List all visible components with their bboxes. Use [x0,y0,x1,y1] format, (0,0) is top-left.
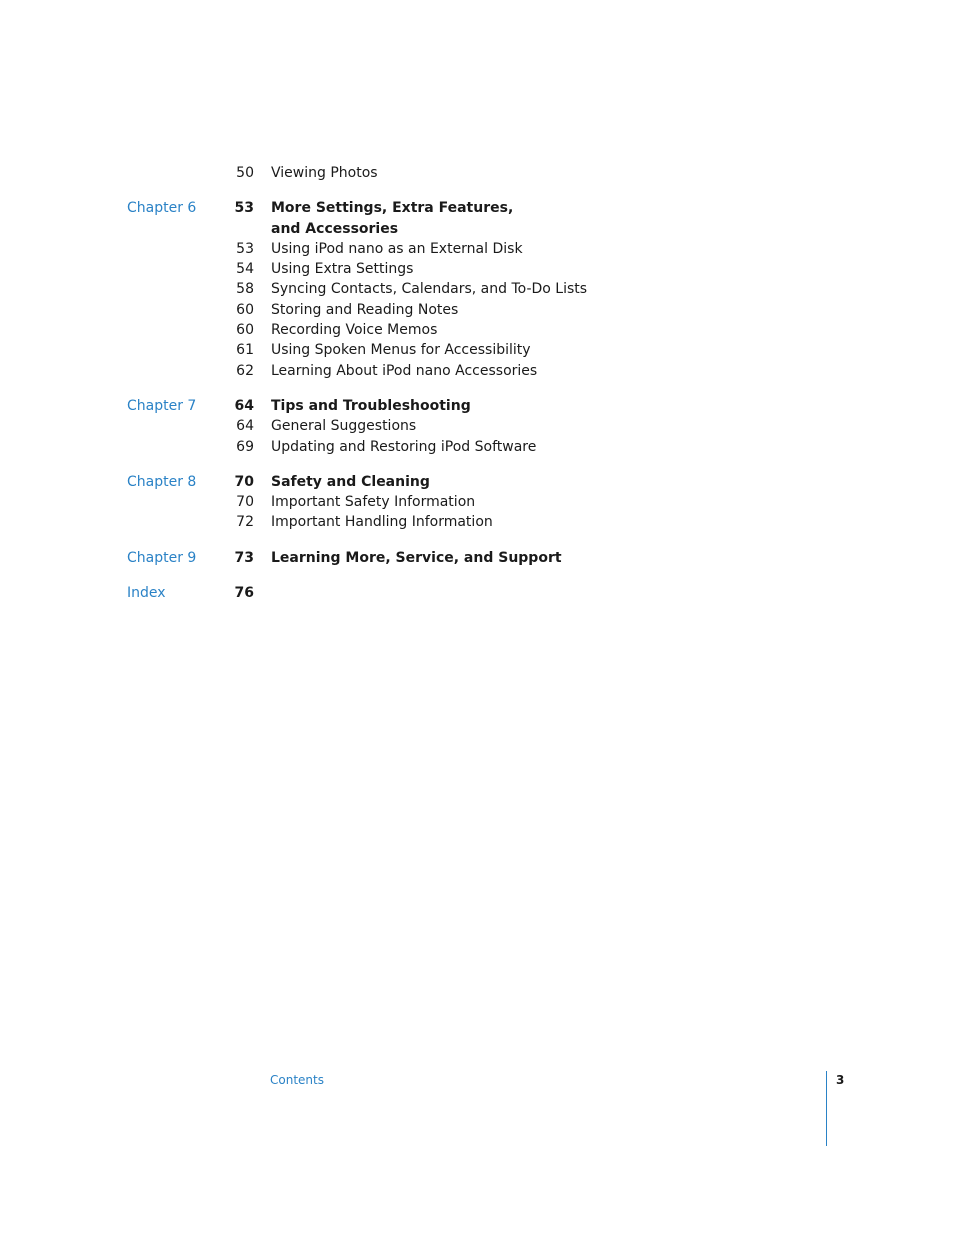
toc-page-number: 60 [236,301,254,318]
footer-page-number: 3 [836,1073,845,1087]
table-of-contents [0,163,954,618]
toc-entry[interactable] [0,259,954,279]
index-label[interactable]: Index [127,585,166,602]
toc-page-number: 73 [234,549,254,566]
toc-chapter-heading[interactable] [0,198,954,239]
toc-entry[interactable] [0,300,954,320]
footer-divider [826,1071,827,1146]
toc-chapter-title: Tips and Troubleshooting [271,397,471,414]
toc-entry-title: Viewing Photos [271,165,378,181]
toc-group-continuation [0,163,954,183]
toc-group-chapter-8 [0,472,954,533]
chapter-label[interactable]: Chapter 7 [127,397,197,414]
toc-group-chapter-9 [0,548,954,568]
toc-entry[interactable] [0,239,954,259]
toc-entry-title: Using iPod nano as an External Disk [271,240,523,257]
toc-group-index [0,583,954,603]
toc-page-number: 53 [236,240,254,257]
toc-page-number: 70 [236,494,254,511]
toc-chapter-heading[interactable] [0,472,954,492]
chapter-label[interactable]: Chapter 6 [127,200,197,217]
toc-entry-title: Updating and Restoring iPod Software [271,438,537,455]
toc-index-heading[interactable] [0,583,954,603]
toc-page-number: 72 [236,514,254,531]
toc-entry[interactable] [0,320,954,340]
toc-entry[interactable] [0,279,954,299]
chapter-label[interactable]: Chapter 8 [127,473,197,490]
toc-page-number: 70 [234,473,254,490]
toc-entry-title: Syncing Contacts, Calendars, and To-Do Lists [271,281,588,298]
toc-page-number: 64 [236,418,254,435]
toc-page-number: 54 [236,261,254,278]
toc-entry[interactable] [0,340,954,360]
toc-entry[interactable] [0,437,954,457]
toc-entry-title: Using Extra Settings [271,261,414,278]
toc-group-chapter-7 [0,396,954,457]
toc-entry-title: Important Handling Information [271,514,493,531]
toc-page-number: 69 [236,438,254,455]
toc-page-number: 61 [236,342,254,359]
toc-page-number: 62 [236,362,254,379]
toc-entry[interactable] [0,512,954,532]
toc-entry-title: Using Spoken Menus for Accessibility [271,342,531,359]
toc-chapter-heading[interactable] [0,396,954,416]
toc-entry[interactable] [0,361,954,381]
footer-section-name: Contents [270,1073,324,1087]
toc-chapter-title: Safety and Cleaning [271,473,430,490]
toc-page-number: 60 [236,322,254,339]
toc-page-number: 64 [234,397,254,414]
toc-chapter-title: More Settings, Extra Features, and Accessories [271,200,514,237]
toc-chapter-title: Learning More, Service, and Support [271,549,562,566]
toc-entry-title: Important Safety Information [271,494,476,511]
toc-page-number: 76 [234,585,254,602]
toc-entry-title: Learning About iPod nano Accessories [271,362,538,379]
toc-entry-title: Storing and Reading Notes [271,301,459,318]
toc-entry[interactable] [0,416,954,436]
toc-page-number: 50 [236,165,254,181]
toc-entry[interactable] [0,492,954,512]
toc-page-number: 53 [234,200,254,217]
toc-page-number: 58 [236,281,254,298]
toc-entry-title: Recording Voice Memos [271,322,438,339]
toc-group-chapter-6 [0,198,954,381]
toc-entry[interactable] [0,163,954,183]
toc-entry-title: General Suggestions [271,418,417,435]
toc-chapter-heading[interactable] [0,548,954,568]
chapter-label[interactable]: Chapter 9 [127,549,197,566]
